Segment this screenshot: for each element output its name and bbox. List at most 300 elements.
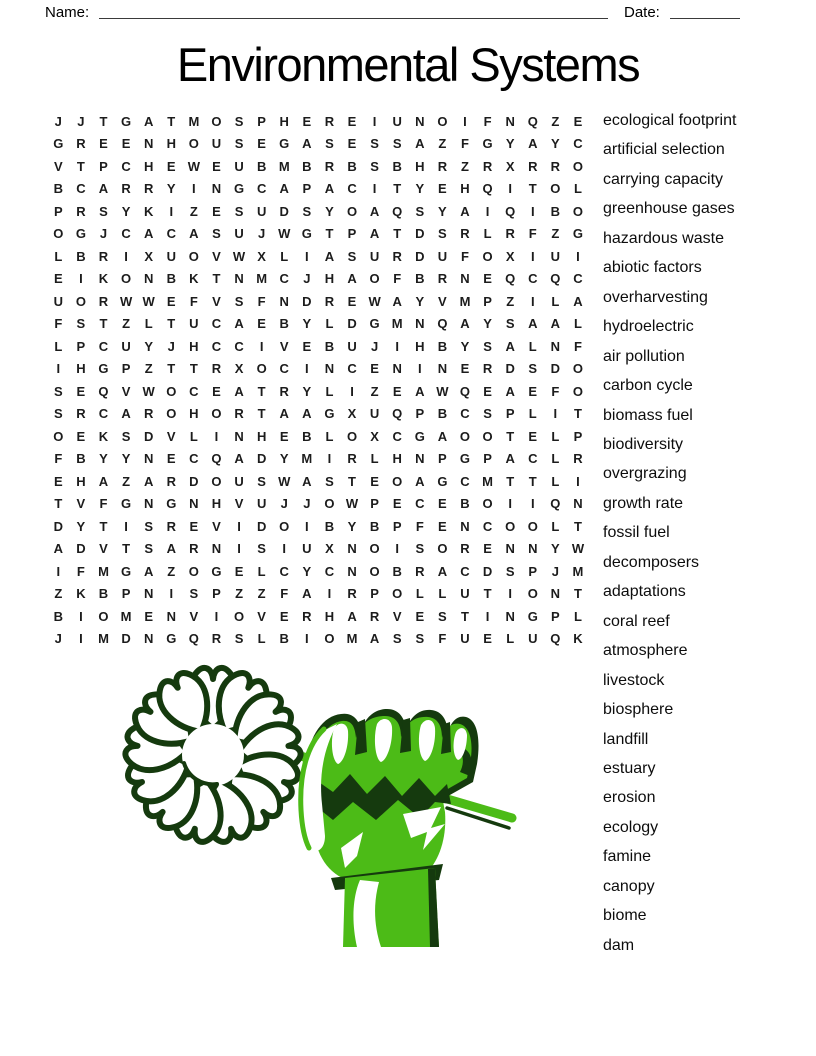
grid-letter: I <box>576 473 580 489</box>
grid-letter: U <box>166 248 176 264</box>
word-list-item: decomposers <box>603 553 700 571</box>
grid-letter: T <box>257 406 266 422</box>
word-list-item: hazardous waste <box>603 229 724 247</box>
grid-letter: E <box>212 383 221 399</box>
grid-letter: Q <box>392 203 403 219</box>
grid-letter: D <box>189 473 199 489</box>
grid-letter: A <box>460 203 470 219</box>
grid-letter: Z <box>167 563 176 579</box>
grid-letter: S <box>144 541 153 557</box>
grid-letter: R <box>98 293 109 309</box>
grid-letter: O <box>211 406 222 422</box>
grid-letter: Z <box>506 293 515 309</box>
grid-letter: V <box>189 608 199 624</box>
grid-letter: A <box>302 586 312 602</box>
grid-letter: P <box>415 406 425 422</box>
word-list-item: growth rate <box>603 494 684 512</box>
grid-letter: P <box>483 293 492 309</box>
grid-letter: I <box>79 631 83 647</box>
grid-letter: N <box>143 271 154 287</box>
grid-letter: A <box>121 406 131 422</box>
grid-letter: F <box>415 518 424 534</box>
grid-letter: A <box>415 473 425 489</box>
grid-letter: N <box>211 541 222 557</box>
grid-letter: S <box>234 136 244 152</box>
grid-letter: V <box>76 496 86 512</box>
grid-letter: O <box>324 496 335 512</box>
grid-letter: O <box>527 586 538 602</box>
grid-letter: E <box>99 136 108 152</box>
grid-letter: Q <box>211 451 222 467</box>
grid-letter: A <box>189 226 199 242</box>
grid-letter: R <box>460 541 470 557</box>
grid-letter: Y <box>279 451 289 467</box>
grid-letter: L <box>54 338 63 354</box>
grid-letter: N <box>415 451 425 467</box>
grid-letter: L <box>506 631 515 647</box>
grid-letter: O <box>572 383 584 399</box>
grid-letter: I <box>485 203 490 219</box>
grid-letter: S <box>415 631 425 647</box>
grid-letter: A <box>347 271 357 287</box>
grid-letter: S <box>505 563 515 579</box>
grid-letter: Y <box>415 181 425 197</box>
word-list-item: air pollution <box>603 347 685 365</box>
grid-letter: O <box>369 541 380 557</box>
grid-letter: U <box>302 541 312 557</box>
grid-letter: C <box>324 563 335 579</box>
grid-letter: S <box>257 541 266 557</box>
grid-letter: C <box>392 428 402 444</box>
grid-letter: S <box>505 316 515 332</box>
fist-flower-clipart <box>95 652 520 962</box>
grid-letter: A <box>505 383 515 399</box>
grid-letter: E <box>279 608 289 624</box>
grid-letter: B <box>347 158 357 174</box>
grid-letter: E <box>347 293 357 309</box>
grid-letter: O <box>98 608 109 624</box>
grid-letter: A <box>437 563 448 579</box>
grid-letter: D <box>121 631 131 647</box>
grid-letter: I <box>576 248 580 264</box>
grid-letter: P <box>53 203 63 219</box>
grid-letter: Q <box>550 271 561 287</box>
grid-letter: C <box>98 338 109 354</box>
grid-letter: I <box>350 383 354 399</box>
grid-letter: P <box>573 428 583 444</box>
grid-letter: G <box>166 496 177 512</box>
grid-letter: O <box>188 136 199 152</box>
grid-letter: F <box>280 586 289 602</box>
grid-letter: W <box>142 293 155 309</box>
grid-letter: A <box>302 473 312 489</box>
grid-letter: S <box>483 406 492 422</box>
grid-letter: G <box>414 428 425 444</box>
grid-letter: W <box>119 293 133 309</box>
grid-letter: Y <box>99 451 108 467</box>
grid-letter: V <box>392 608 402 624</box>
grid-letter: O <box>211 473 222 489</box>
grid-letter: H <box>76 473 86 489</box>
grid-letter: S <box>144 518 153 534</box>
grid-letter: T <box>506 473 515 489</box>
grid-letter: L <box>438 586 447 602</box>
word-list-item: carbon cycle <box>603 377 693 395</box>
grid-letter: L <box>325 316 334 332</box>
grid-letter: Y <box>302 316 312 332</box>
grid-letter: A <box>415 136 425 152</box>
grid-letter: Z <box>461 158 469 174</box>
grid-letter: I <box>530 496 535 512</box>
grid-letter: O <box>550 181 561 197</box>
word-list-item: livestock <box>603 671 665 689</box>
grid-letter: E <box>483 271 492 287</box>
grid-letter: S <box>99 203 108 219</box>
grid-letter: N <box>189 496 199 512</box>
grid-letter: F <box>551 383 560 399</box>
grid-letter: E <box>212 203 221 219</box>
grid-letter: B <box>415 271 425 287</box>
grid-letter: A <box>392 293 402 309</box>
grid-letter: C <box>415 496 425 512</box>
grid-letter: Q <box>459 383 471 399</box>
grid-letter: S <box>325 136 334 152</box>
grid-letter: C <box>211 316 222 332</box>
grid-letter: T <box>528 473 537 489</box>
grid-letter: A <box>505 338 515 354</box>
grid-letter: L <box>54 248 63 264</box>
grid-letter: W <box>571 541 585 557</box>
grid-letter: U <box>189 316 199 332</box>
grid-letter: I <box>395 541 400 557</box>
grid-letter: Y <box>438 203 447 219</box>
grid-letter: B <box>460 496 470 512</box>
grid-letter: S <box>392 631 402 647</box>
daisy-flower <box>123 667 302 845</box>
grid-letter: N <box>347 541 357 557</box>
grid-letter: B <box>369 518 380 534</box>
grid-letter: D <box>550 361 561 377</box>
grid-letter: I <box>56 361 61 377</box>
grid-letter: V <box>166 428 176 444</box>
grid-letter: C <box>121 226 131 242</box>
grid-letter: P <box>370 586 379 602</box>
grid-letter: B <box>550 203 561 219</box>
grid-letter: Y <box>121 203 131 219</box>
grid-letter: T <box>99 113 108 129</box>
grid-letter: N <box>460 271 470 287</box>
grid-letter: O <box>75 293 86 309</box>
grid-letter: A <box>505 451 515 467</box>
grid-letter: C <box>211 338 222 354</box>
grid-letter: S <box>189 586 199 602</box>
grid-letter: U <box>528 631 538 647</box>
grid-letter: U <box>460 631 470 647</box>
grid-letter: O <box>121 271 132 287</box>
grid-letter: I <box>237 518 241 534</box>
grid-letter: F <box>76 563 85 579</box>
grid-letter: I <box>214 608 219 624</box>
grid-letter: B <box>53 608 63 624</box>
word-list-item: hydroelectric <box>603 318 694 336</box>
grid-letter: T <box>461 608 469 624</box>
grid-letter: F <box>438 631 447 647</box>
grid-letter: N <box>234 428 244 444</box>
grid-letter: R <box>482 158 493 174</box>
grid-letter: N <box>166 608 176 624</box>
grid-letter: E <box>166 451 176 467</box>
grid-letter: L <box>573 608 582 624</box>
grid-letter: I <box>372 181 377 197</box>
grid-letter: P <box>528 563 538 579</box>
grid-letter: Y <box>460 338 470 354</box>
grid-letter: R <box>98 248 109 264</box>
grid-letter: H <box>143 158 154 174</box>
grid-letter: D <box>76 541 86 557</box>
grid-letter: U <box>234 473 244 489</box>
grid-letter: E <box>370 361 379 377</box>
grid-letter: A <box>234 451 244 467</box>
grid-letter: L <box>483 226 492 242</box>
grid-letter: H <box>324 608 335 624</box>
grid-letter: O <box>166 383 177 399</box>
grid-letter: Q <box>550 496 561 512</box>
grid-letter: A <box>347 608 357 624</box>
grid-letter: F <box>461 136 469 152</box>
grid-letter: I <box>508 496 512 512</box>
grid-letter: T <box>122 541 131 557</box>
grid-letter: G <box>53 136 64 152</box>
grid-letter: L <box>573 181 582 197</box>
grid-letter: E <box>144 608 153 624</box>
grid-letter: T <box>167 316 176 332</box>
grid-letter: O <box>346 428 358 444</box>
grid-letter: V <box>438 293 447 309</box>
grid-letter: D <box>505 361 515 377</box>
grid-letter: O <box>256 361 267 377</box>
grid-letter: C <box>573 136 583 152</box>
grid-letter: T <box>54 496 63 512</box>
grid-letter: N <box>460 518 470 534</box>
grid-letter: O <box>572 361 584 377</box>
grid-letter: B <box>437 406 448 422</box>
grid-letter: A <box>302 406 312 422</box>
word-list <box>603 106 736 960</box>
grid-letter: E <box>279 428 289 444</box>
grid-letter: I <box>395 338 400 354</box>
date-blank-line <box>670 2 740 19</box>
grid-letter: T <box>167 113 176 129</box>
grid-letter: E <box>573 113 583 129</box>
grid-letter: G <box>121 496 132 512</box>
grid-letter: L <box>144 316 153 332</box>
grid-letter: C <box>460 563 470 579</box>
grid-letter: N <box>211 181 222 197</box>
grid-letter: G <box>527 608 538 624</box>
grid-letter: M <box>256 271 268 287</box>
page-title: Environmental Systems <box>176 38 640 91</box>
grid-letter: R <box>437 271 448 287</box>
grid-letter: C <box>460 473 470 489</box>
grid-letter: C <box>256 181 267 197</box>
grid-letter: Y <box>551 541 560 557</box>
grid-letter: R <box>460 226 470 242</box>
grid-letter: F <box>54 451 63 467</box>
grid-letter: T <box>257 383 266 399</box>
grid-letter: I <box>372 113 377 129</box>
grid-letter: B <box>76 451 86 467</box>
grid-letter: S <box>370 136 379 152</box>
grid-letter: R <box>234 406 244 422</box>
grid-letter: A <box>369 203 380 219</box>
grid-letter: S <box>212 226 221 242</box>
grid-letter: A <box>143 473 154 489</box>
grid-letter: O <box>211 113 222 129</box>
grid-letter: Y <box>76 518 86 534</box>
grid-letter: V <box>212 518 221 534</box>
grid-letter: D <box>256 451 267 467</box>
grid-letter: B <box>392 563 402 579</box>
grid-letter: V <box>257 608 266 624</box>
grid-letter: R <box>76 406 86 422</box>
grid-letter: G <box>121 113 132 129</box>
grid-letter: N <box>415 113 425 129</box>
grid-letter: V <box>279 338 289 354</box>
grid-letter: Q <box>98 383 109 399</box>
grid-letter: H <box>460 181 470 197</box>
grid-letter: T <box>506 428 515 444</box>
grid-letter: N <box>528 541 538 557</box>
grid-letter: O <box>572 203 584 219</box>
grid-letter: T <box>393 181 402 197</box>
grid-letter: E <box>53 473 63 489</box>
grid-letter: B <box>256 158 267 174</box>
grid-letter: O <box>437 541 448 557</box>
grid-letter: U <box>550 248 561 264</box>
grid-letter: I <box>327 586 332 602</box>
grid-letter: U <box>437 248 448 264</box>
grid-letter: C <box>347 361 357 377</box>
grid-letter: I <box>305 518 309 534</box>
grid-letter: S <box>370 158 379 174</box>
grid-letter: R <box>347 586 357 602</box>
grid-letter: R <box>76 203 86 219</box>
grid-letter: B <box>279 316 289 332</box>
grid-letter: I <box>237 541 241 557</box>
grid-letter: U <box>347 338 357 354</box>
grid-letter: B <box>76 248 86 264</box>
grid-letter: V <box>53 158 63 174</box>
grid-letter: N <box>143 451 154 467</box>
grid-letter: T <box>528 181 537 197</box>
grid-letter: P <box>370 496 379 512</box>
grid-letter: I <box>56 563 61 579</box>
grid-letter: Z <box>551 226 560 242</box>
grid-letter: R <box>392 248 402 264</box>
grid-letter: I <box>305 631 309 647</box>
grid-letter: M <box>459 293 471 309</box>
grid-letter: D <box>256 518 267 534</box>
grid-letter: T <box>573 586 582 602</box>
grid-letter: O <box>482 496 493 512</box>
grid-letter: S <box>234 113 244 129</box>
word-list-item: biosphere <box>603 701 674 719</box>
grid-letter: I <box>305 248 309 264</box>
grid-letter: L <box>551 451 560 467</box>
grid-letter: X <box>347 406 357 422</box>
grid-letter: I <box>79 608 83 624</box>
grid-letter: O <box>459 428 471 444</box>
grid-letter: Q <box>550 631 561 647</box>
grid-letter: S <box>483 338 492 354</box>
word-list-item: landfill <box>603 730 649 748</box>
grid-letter: N <box>550 586 561 602</box>
grid-letter: R <box>573 451 583 467</box>
grid-letter: I <box>192 181 196 197</box>
grid-letter: C <box>482 518 493 534</box>
grid-letter: K <box>98 428 109 444</box>
grid-letter: I <box>327 451 332 467</box>
grid-letter: T <box>212 271 221 287</box>
grid-letter: T <box>99 316 108 332</box>
grid-letter: B <box>324 338 335 354</box>
word-list-item: ecology <box>603 818 659 836</box>
grid-letter: C <box>460 406 470 422</box>
word-list-item: artificial selection <box>603 141 725 159</box>
grid-letter: O <box>166 406 177 422</box>
grid-letter: B <box>279 631 289 647</box>
grid-letter: G <box>437 473 448 489</box>
grid-letter: F <box>257 293 266 309</box>
grid-letter: D <box>53 518 63 534</box>
grid-letter: E <box>234 563 244 579</box>
grid-letter: I <box>417 361 422 377</box>
grid-letter: L <box>257 631 266 647</box>
grid-letter: I <box>508 586 512 602</box>
grid-letter: M <box>278 158 290 174</box>
grid-letter: C <box>573 271 583 287</box>
grid-letter: S <box>302 203 312 219</box>
grid-letter: K <box>573 631 583 647</box>
grid-letter: D <box>302 293 312 309</box>
grid-letter: A <box>143 563 154 579</box>
grid-letter: Z <box>144 361 153 377</box>
grid-letter: H <box>392 451 402 467</box>
word-list-item: overgrazing <box>603 465 687 483</box>
grid-letter: R <box>189 541 199 557</box>
grid-letter: L <box>325 428 334 444</box>
grid-letter: Z <box>189 203 198 219</box>
grid-letter: K <box>76 586 86 602</box>
word-list-item: coral reef <box>603 612 670 630</box>
grid-letter: V <box>212 293 221 309</box>
grid-letter: I <box>530 293 535 309</box>
grid-letter: D <box>143 428 154 444</box>
grid-letter: S <box>234 293 244 309</box>
grid-letter: A <box>302 136 312 152</box>
grid-letter: I <box>169 203 174 219</box>
grid-letter: C <box>279 361 289 377</box>
grid-letter: F <box>189 293 198 309</box>
grid-letter: H <box>415 158 425 174</box>
grid-letter: S <box>438 608 447 624</box>
grid-letter: O <box>53 226 64 242</box>
grid-letter: U <box>256 496 267 512</box>
grid-letter: Y <box>302 383 312 399</box>
grid-letter: R <box>279 383 289 399</box>
grid-letter: M <box>98 631 109 647</box>
grid-letter: A <box>98 473 109 489</box>
